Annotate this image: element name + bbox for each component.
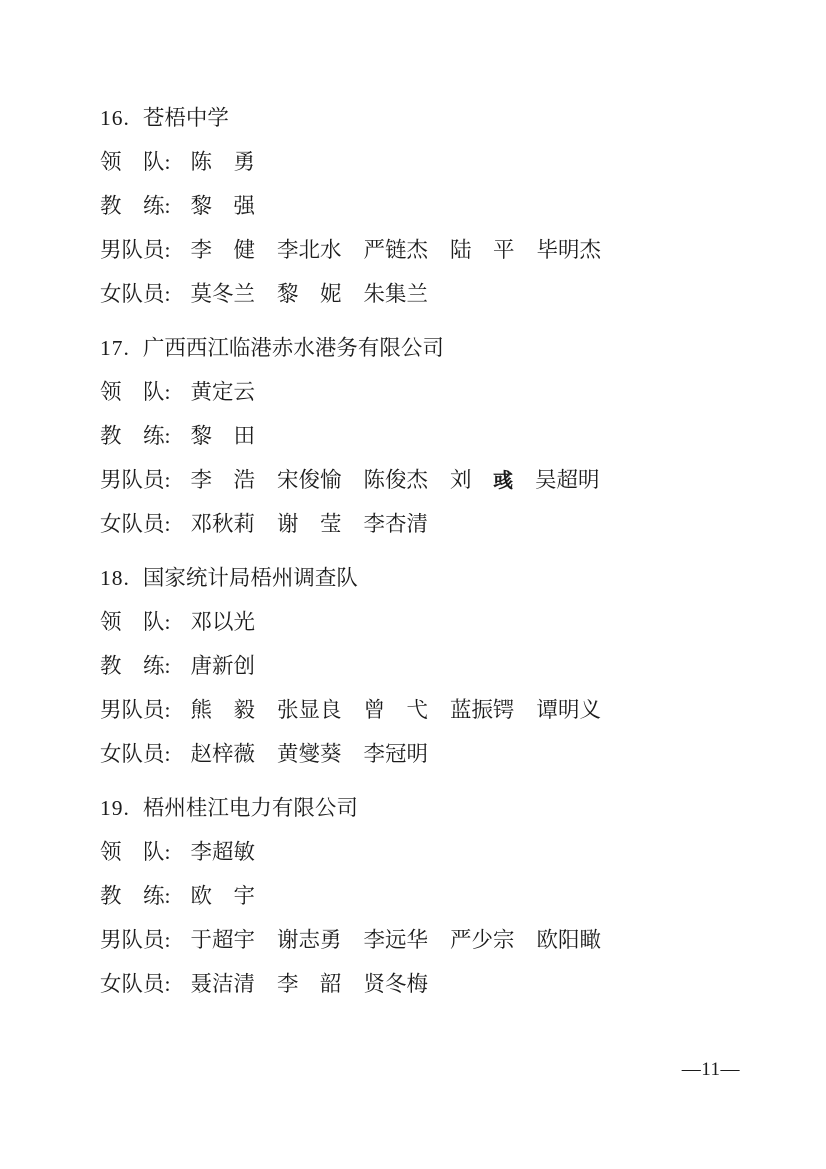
person-name: 欧阳瞰 — [536, 928, 602, 952]
row-names — [190, 381, 255, 403]
person-name: 李超敏 — [190, 840, 255, 864]
row-label: 领 队: — [100, 840, 171, 864]
team-title-line — [100, 797, 756, 819]
roster-row — [100, 425, 756, 447]
row-label: 女队员: — [100, 512, 171, 536]
person-name: 陈俊杰 — [363, 468, 429, 492]
row-label: 男队员: — [100, 468, 171, 492]
person-name: 刘 彧 — [450, 468, 514, 492]
row-label: 教 练: — [100, 194, 171, 218]
team-title-line — [100, 337, 756, 359]
person-name: 唐新创 — [190, 654, 255, 678]
row-label: 教 练: — [100, 654, 171, 678]
team-rows — [100, 381, 756, 535]
row-names — [190, 151, 255, 173]
person-name: 朱集兰 — [363, 282, 429, 306]
row-names — [190, 283, 428, 305]
person-name: 李 韶 — [277, 972, 342, 996]
row-label: 教 练: — [100, 884, 171, 908]
team-rows — [100, 151, 756, 305]
roster-row — [100, 195, 756, 217]
team-rows — [100, 611, 756, 765]
person-name: 聂洁清 — [190, 972, 255, 996]
team-rows — [100, 841, 756, 995]
row-label: 教 练: — [100, 424, 171, 448]
person-name: 黎 强 — [190, 194, 255, 218]
row-label: 领 队: — [100, 150, 171, 174]
row-names — [190, 655, 255, 677]
person-name: 毕明杰 — [536, 238, 602, 262]
person-name: 宋俊愉 — [277, 468, 342, 492]
team-section — [100, 337, 756, 535]
team-section — [100, 567, 756, 765]
team-title-line — [100, 107, 756, 129]
row-names — [190, 699, 601, 721]
row-names — [190, 195, 255, 217]
person-name: 于超宇 — [190, 928, 255, 952]
person-name: 莫冬兰 — [190, 282, 255, 306]
person-name: 李远华 — [363, 928, 429, 952]
row-label: 男队员: — [100, 698, 171, 722]
person-name: 欧 宇 — [190, 884, 255, 908]
page-number: —11— — [681, 1059, 740, 1080]
person-name: 谢 莹 — [277, 512, 342, 536]
person-name: 谢志勇 — [277, 928, 342, 952]
person-name: 黄燮葵 — [277, 742, 342, 766]
row-names — [190, 841, 255, 863]
team-name: 梧州桂江电力有限公司 — [142, 796, 358, 820]
row-names — [190, 425, 255, 447]
team-section — [100, 107, 756, 305]
row-names — [190, 885, 255, 907]
person-name: 吴超明 — [535, 468, 600, 492]
team-number: 16. — [100, 106, 130, 130]
team-title-line — [100, 567, 756, 589]
person-name: 张显良 — [277, 698, 342, 722]
roster-row — [100, 929, 756, 951]
roster-row — [100, 611, 756, 633]
roster-row — [100, 655, 756, 677]
person-name-substituted-glyph: 彧 — [493, 468, 514, 492]
row-label: 领 队: — [100, 610, 171, 634]
person-name: 李 浩 — [190, 468, 255, 492]
roster-row — [100, 743, 756, 765]
person-name: 黎 田 — [190, 424, 255, 448]
person-name: 李冠明 — [363, 742, 429, 766]
roster-row — [100, 699, 756, 721]
roster-row — [100, 973, 756, 995]
person-name: 谭明义 — [536, 698, 602, 722]
row-names — [190, 973, 428, 995]
person-name: 李 健 — [190, 238, 255, 262]
row-label: 领 队: — [100, 380, 171, 404]
person-name: 邓秋莉 — [190, 512, 255, 536]
team-number: 17. — [100, 336, 130, 360]
person-name: 黎 妮 — [277, 282, 342, 306]
person-name: 陆 平 — [450, 238, 515, 262]
row-label: 男队员: — [100, 238, 171, 262]
team-name: 广西西江临港赤水港务有限公司 — [142, 336, 444, 360]
team-number: 18. — [100, 566, 130, 590]
team-name: 国家统计局梧州调查队 — [142, 566, 358, 590]
person-name: 曾 弋 — [363, 698, 429, 722]
row-names — [190, 469, 599, 491]
team-section — [100, 797, 756, 995]
team-number: 19. — [100, 796, 130, 820]
roster-row — [100, 151, 756, 173]
roster-row — [100, 885, 756, 907]
roster-row — [100, 841, 756, 863]
person-name: 蓝振锷 — [450, 698, 515, 722]
row-names — [190, 929, 601, 951]
roster-row — [100, 513, 756, 535]
person-name: 黄定云 — [190, 380, 255, 404]
row-names — [190, 611, 255, 633]
row-label: 女队员: — [100, 282, 171, 306]
row-label: 女队员: — [100, 972, 171, 996]
person-name: 严链杰 — [363, 238, 429, 262]
person-name: 赵梓薇 — [190, 742, 255, 766]
person-name: 李杏清 — [363, 512, 429, 536]
row-label: 女队员: — [100, 742, 171, 766]
person-name: 贤冬梅 — [363, 972, 429, 996]
row-label: 男队员: — [100, 928, 171, 952]
person-name: 熊 毅 — [190, 698, 255, 722]
person-name: 陈 勇 — [190, 150, 255, 174]
team-name: 苍梧中学 — [142, 106, 229, 130]
person-name: 李北水 — [277, 238, 342, 262]
person-name: 严少宗 — [450, 928, 515, 952]
roster-row — [100, 381, 756, 403]
roster-row — [100, 239, 756, 261]
roster-row — [100, 283, 756, 305]
row-names — [190, 239, 601, 261]
row-names — [190, 513, 428, 535]
row-names — [190, 743, 428, 765]
roster-row — [100, 469, 756, 491]
person-name: 邓以光 — [190, 610, 255, 634]
